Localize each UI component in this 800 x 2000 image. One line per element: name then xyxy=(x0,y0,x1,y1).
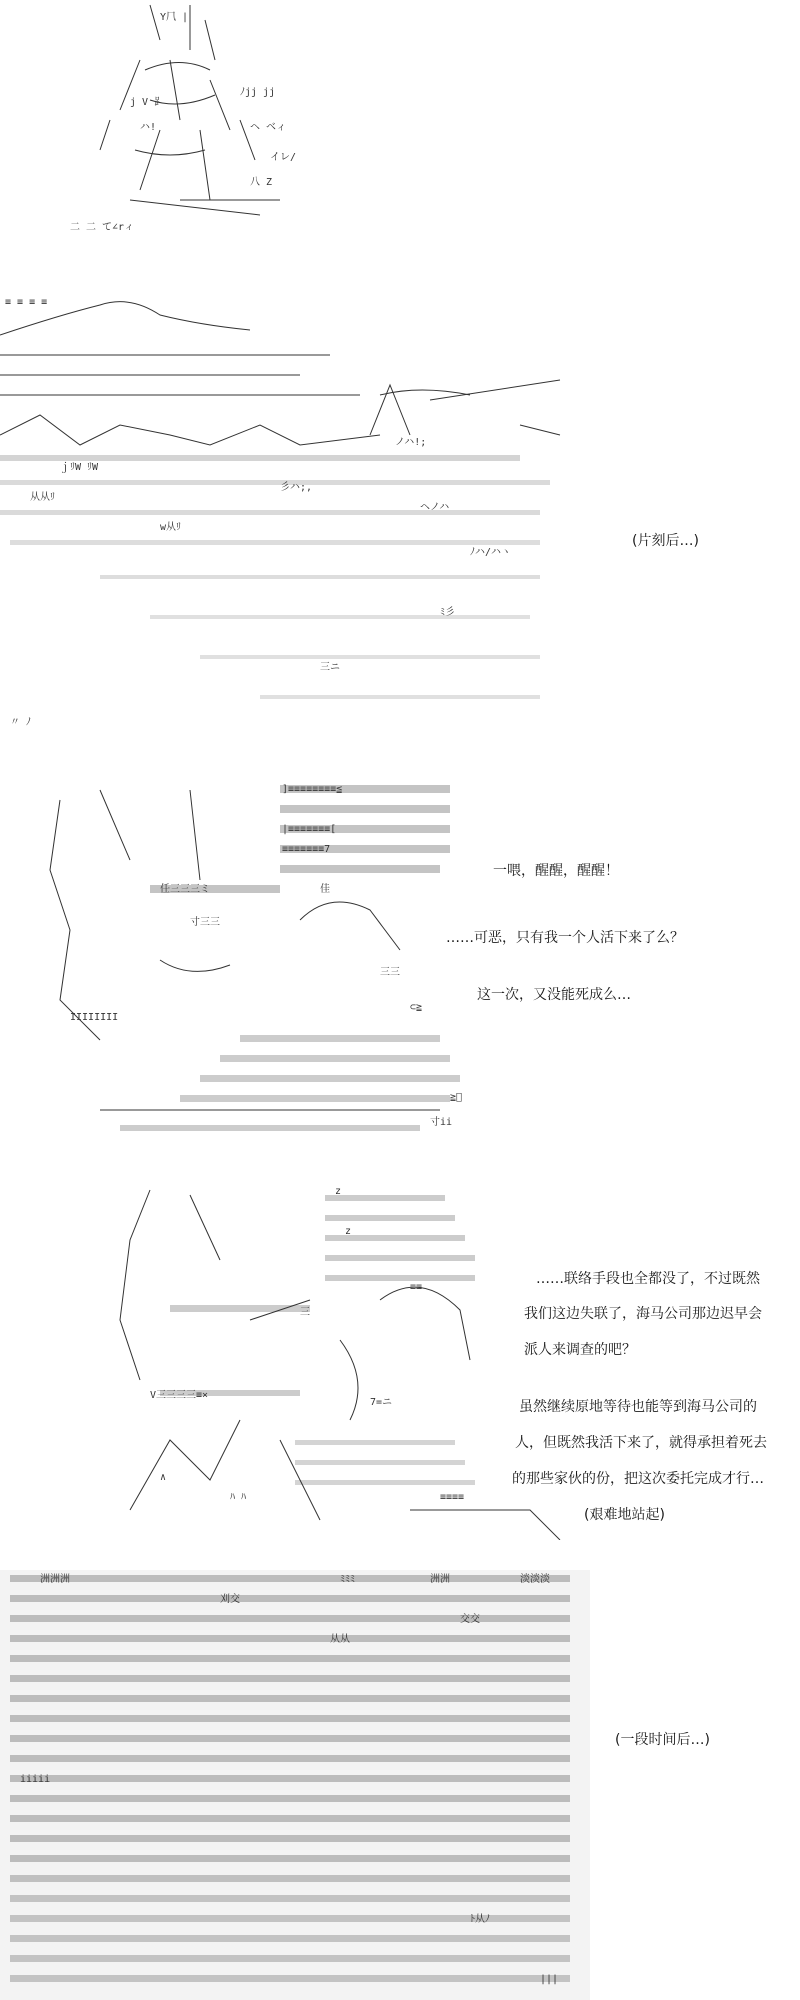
art-text-7: イレ/ xyxy=(270,152,297,163)
face-text-4: 任三三三ミ xyxy=(160,884,210,895)
face-text-3: ≡≡≡≡≡≡≡7 xyxy=(282,844,331,855)
art-text-3: ハ! xyxy=(140,122,157,133)
art-text-1: Y⺇ | xyxy=(160,12,189,23)
up-text-3: ≡≡ xyxy=(410,1282,423,1293)
caption-para2-line1: 虽然继续原地等待也能等到海马公司的 xyxy=(519,1399,757,1415)
face-text-9: ≧ﾟ xyxy=(450,1092,463,1103)
standing-figure-art xyxy=(40,0,340,230)
art-text-2: j V ⻊ xyxy=(130,97,165,108)
city-text-6: ﾐﾐﾐ xyxy=(340,1574,355,1585)
face-text-8: ⊂≧ xyxy=(410,1002,423,1013)
face-text-5: 佳 xyxy=(320,884,330,895)
caption-para1-line1: ……联络手段也全都没了，不过既然 xyxy=(536,1271,760,1287)
up-text-5: V三三三三≡× xyxy=(150,1390,209,1401)
panel-standing-figure xyxy=(40,0,340,230)
caption-only-me: ……可恶，只有我一个人活下来了么？ xyxy=(446,930,684,946)
up-text-1: z xyxy=(335,1186,342,1197)
city-text-7: 淡淡淡 xyxy=(520,1574,550,1585)
landscape-text-6: 彡ハ;, xyxy=(280,482,313,493)
up-text-9: ﾊ ﾊ xyxy=(230,1492,247,1503)
landscape-text-2: ノハ!; xyxy=(395,437,427,448)
city-text-3: 交交 xyxy=(460,1614,480,1625)
caption-later-long: (一段时间后…) xyxy=(615,1732,710,1748)
city-text-9: ﾄ从ﾉ xyxy=(470,1914,490,1925)
city-text-4: 从从 xyxy=(330,1634,350,1645)
caption-wake-up: 一喂，醒醒，醒醒！ xyxy=(493,863,619,879)
up-text-7: ≡≡≡≡ xyxy=(440,1492,465,1503)
landscape-text-4: 从从ﾘ xyxy=(30,492,55,503)
caption-para2-line3: 的那些家伙的份，把这次委托完成才行… xyxy=(512,1471,764,1487)
art-text-5: 二 二 て∠rィ xyxy=(70,222,135,230)
landscape-text-8: ﾉハ/ハヽ xyxy=(470,547,512,558)
landscape-text-3: ｊﾘW ﾘW xyxy=(60,462,99,473)
landscape-text-11: ﾐ彡 xyxy=(440,607,455,618)
city-text-8: iiiii xyxy=(20,1774,51,1785)
up-text-2: z xyxy=(345,1226,352,1237)
city-text-1: 洲洲洲 xyxy=(40,1574,70,1585)
caption-this-time: 这一次，又没能死成么… xyxy=(477,987,631,1003)
city-text-2: 刈交 xyxy=(220,1594,240,1605)
caption-stand-up: (艰难地站起) xyxy=(584,1507,665,1523)
face-closeup-art xyxy=(40,780,510,1145)
art-text-6: ヘ ベィ xyxy=(250,122,287,133)
panel-face-closeup xyxy=(40,780,510,1145)
city-art xyxy=(0,1570,590,2000)
landscape-text-1: ≡ ≡ ≡ ≡ xyxy=(5,297,48,308)
getting-up-art xyxy=(110,1180,570,1540)
city-text-5: 洲洲 xyxy=(430,1574,450,1585)
caption-later-short: (片刻后…) xyxy=(632,533,699,549)
caption-para1-line3: 派人来调查的吧？ xyxy=(524,1342,636,1358)
face-text-2: |≡≡≡≡≡≡≡[ xyxy=(282,824,337,835)
face-text-7: IIIIIIII xyxy=(70,1012,119,1023)
art-text-8: 八 Z xyxy=(250,177,273,188)
face-text-10: 寸ii xyxy=(430,1117,453,1128)
landscape-art xyxy=(0,285,570,750)
up-text-4: 三 xyxy=(300,1307,310,1318)
caption-para1-line2: 我们这边失联了，海马公司那边迟早会 xyxy=(524,1306,762,1322)
face-text-6: 寸三三 xyxy=(190,917,220,928)
panel-getting-up xyxy=(110,1180,570,1540)
art-text-4: ﾉjj jj xyxy=(240,87,276,98)
face-text-1: ]≡≡≡≡≡≡≡≡≦ xyxy=(282,784,343,795)
landscape-text-10: 三ニ xyxy=(320,662,340,673)
up-text-6: 7=ニ xyxy=(370,1397,393,1408)
panel-landscape xyxy=(0,285,570,750)
landscape-text-9: 〃 ﾉ xyxy=(10,717,32,728)
landscape-text-7: ヘノハ xyxy=(420,502,450,513)
landscape-text-5: w从ﾘ xyxy=(160,522,182,533)
up-text-8: ∧ xyxy=(160,1472,167,1483)
face-text-11: 三三 xyxy=(380,967,400,978)
city-text-10: ||| xyxy=(540,1974,559,1985)
panel-city xyxy=(0,1570,590,2000)
caption-para2-line2: 人，但既然我活下来了，就得承担着死去 xyxy=(515,1435,767,1451)
